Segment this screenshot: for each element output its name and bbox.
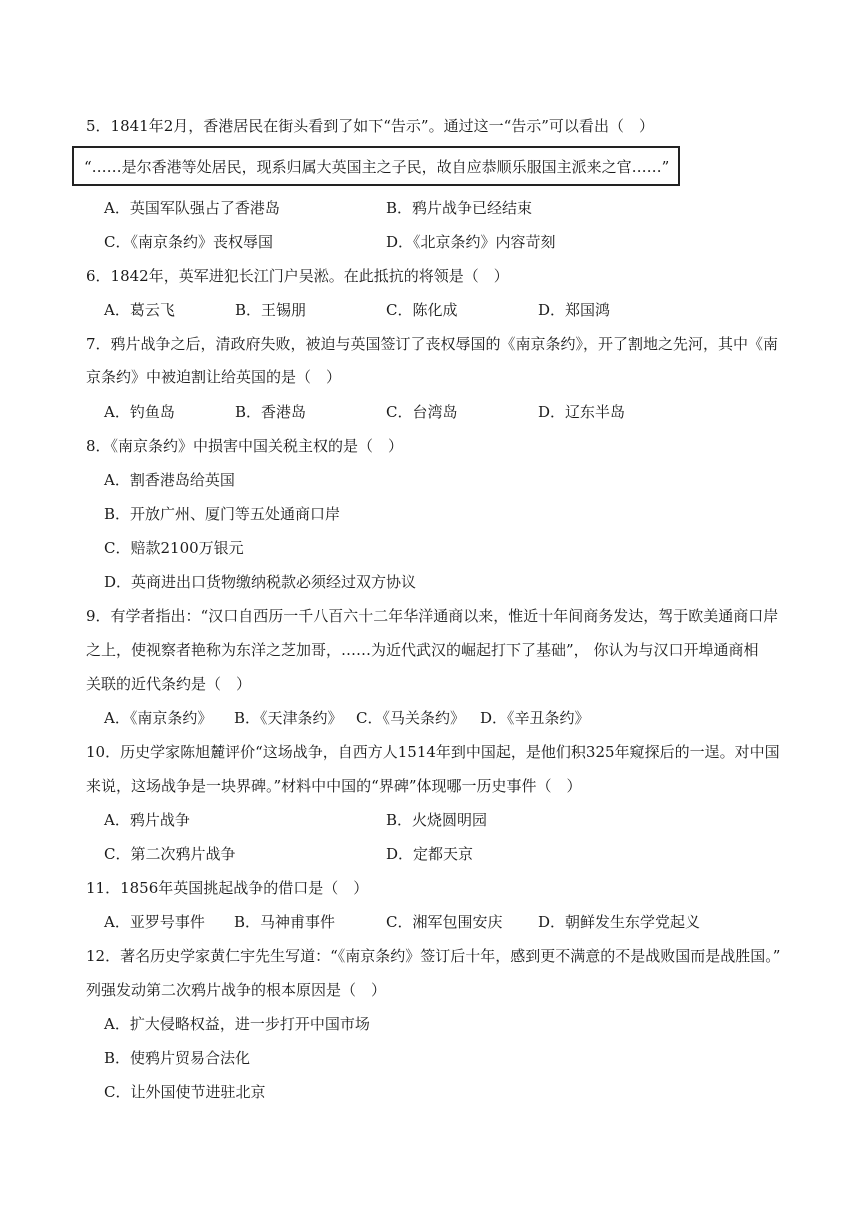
q10-option-a[interactable]: A．鸦片战争: [104, 811, 190, 829]
q9-stem-line1: 9．有学者指出：“汉口自西历一千八百六十二年华洋通商以来，惟近十年间商务发达，驾于欧美通商口岸: [86, 607, 779, 625]
q9-option-d[interactable]: D．《辛丑条约》: [480, 709, 590, 727]
q12-option-b[interactable]: B．使鸦片贸易合法化: [104, 1049, 251, 1067]
q9-stem-line3: 关联的近代条约是（ ）: [86, 675, 252, 693]
q7-option-d[interactable]: D．辽东半岛: [538, 403, 626, 421]
q5-option-b[interactable]: B．鸦片战争已经结束: [386, 199, 533, 217]
q6-option-a[interactable]: A．葛云飞: [104, 301, 175, 319]
q10-option-d[interactable]: D．定都天京: [386, 845, 474, 863]
q11-option-c[interactable]: C．湘军包围安庆: [386, 913, 503, 931]
q11-option-b[interactable]: B．马神甫事件: [234, 913, 336, 931]
q7-stem-line1: 7．鸦片战争之后，清政府失败，被迫与英国签订了丧权辱国的《南京条约》，开了割地之先河，其中《南: [86, 335, 779, 353]
q8-option-c[interactable]: C．赔款2100万银元: [104, 539, 244, 557]
q12-stem-line2: 列强发动第二次鸦片战争的根本原因是（ ）: [86, 981, 387, 999]
q11-stem: 11．1856年英国挑起战争的借口是（ ）: [86, 879, 369, 897]
q5-quote: “……是尔香港等处居民，现系归属大英国主之子民，故自应恭顺乐服国主派来之官……”: [84, 158, 670, 176]
q9-option-b[interactable]: B．《天津条约》: [234, 709, 343, 727]
q9-option-c[interactable]: C．《马关条约》: [356, 709, 465, 727]
q7-stem-line2: 京条约》中被迫割让给英国的是（ ）: [86, 368, 342, 386]
q5-option-d[interactable]: D．《北京条约》内容苛刻: [386, 233, 556, 251]
q6-stem: 6．1842年，英军进犯长江门户吴淞。在此抵抗的将领是（ ）: [86, 267, 509, 285]
q11-option-d[interactable]: D．朝鲜发生东学党起义: [538, 913, 701, 931]
q8-option-b[interactable]: B．开放广州、厦门等五处通商口岸: [104, 505, 341, 523]
q8-stem: 8．《南京条约》中损害中国关税主权的是（ ）: [86, 437, 404, 455]
q5-stem: 5．1841年2月，香港居民在街头看到了如下“告示”。通过这一“告示”可以看出（ ）: [86, 117, 654, 135]
q5-quote-box: [72, 146, 680, 186]
q6-option-d[interactable]: D．郑国鸿: [538, 301, 611, 319]
q8-option-d[interactable]: D．英商进出口货物缴纳税款必须经过双方协议: [104, 573, 417, 591]
q10-stem-line1: 10．历史学家陈旭麓评价“这场战争，自西方人1514年到中国起，是他们积325年窥探后的一逞。对中国: [86, 743, 780, 761]
q11-option-a[interactable]: A．亚罗号事件: [104, 913, 205, 931]
q7-option-a[interactable]: A．钓鱼岛: [104, 403, 175, 421]
q7-option-c[interactable]: C．台湾岛: [386, 403, 458, 421]
q9-option-a[interactable]: A．《南京条约》: [104, 709, 213, 727]
q9-stem-line2: 之上，使视察者艳称为东洋之芝加哥，……为近代武汉的崛起打下了基础”， 你认为与汉口开埠通商相: [86, 641, 759, 659]
q12-option-c[interactable]: C．让外国使节进驻北京: [104, 1083, 266, 1101]
q5-option-a[interactable]: A．英国军队强占了香港岛: [104, 199, 280, 217]
q12-stem-line1: 12．著名历史学家黄仁宇先生写道：“《南京条约》签订后十年，感到更不满意的不是战败国而是战胜国。”: [86, 947, 781, 965]
q10-option-c[interactable]: C．第二次鸦片战争: [104, 845, 236, 863]
q7-option-b[interactable]: B．香港岛: [235, 403, 307, 421]
q5-option-c[interactable]: C．《南京条约》丧权辱国: [104, 233, 273, 251]
q6-option-c[interactable]: C．陈化成: [386, 301, 458, 319]
q10-stem-line2: 来说，这场战争是一块界碑。”材料中中国的“界碑”体现哪一历史事件（ ）: [86, 777, 582, 795]
q10-option-b[interactable]: B．火烧圆明园: [386, 811, 488, 829]
q6-option-b[interactable]: B．王锡朋: [235, 301, 307, 319]
q8-option-a[interactable]: A．割香港岛给英国: [104, 471, 235, 489]
q12-option-a[interactable]: A．扩大侵略权益，进一步打开中国市场: [104, 1015, 370, 1033]
